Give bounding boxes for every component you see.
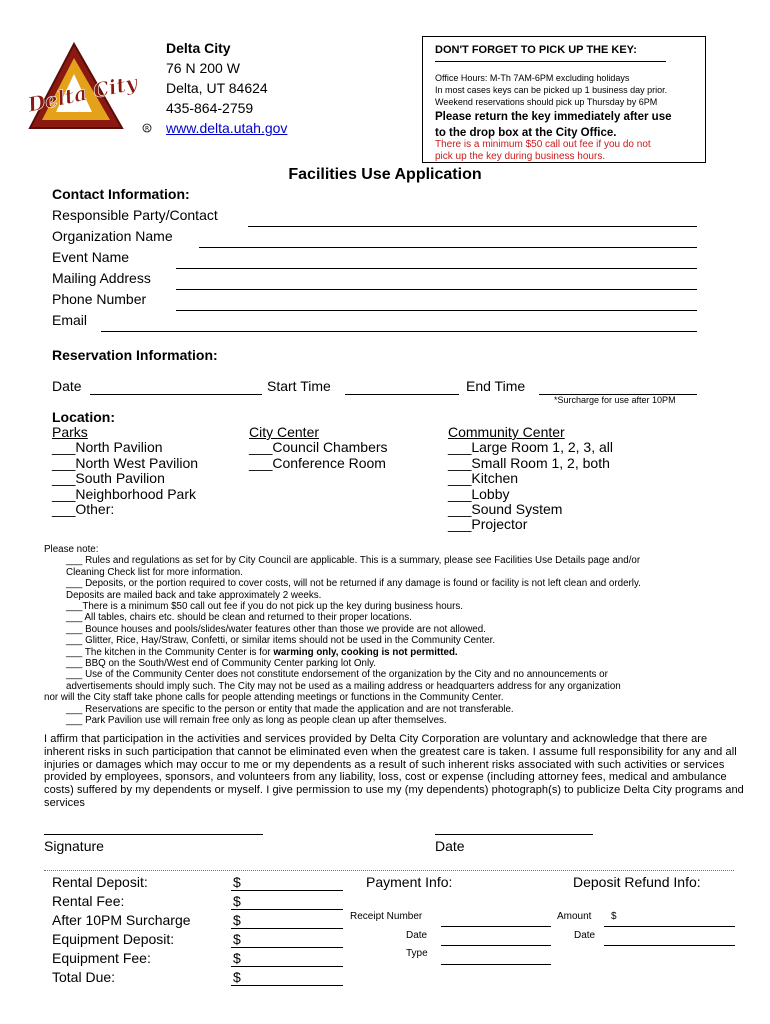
office-hours: Office Hours: M-Th 7AM-6PM excluding holidays <box>435 73 630 83</box>
return-line-1: Please return the key immediately after use <box>435 111 672 123</box>
note-endorsement: ___ Use of the Community Center does not constitute endorsement of the organization by the City and no announcements or <box>66 669 608 681</box>
note-kitchen-text: ___ The kitchen in the Community Center is for <box>66 646 271 658</box>
form-title: Facilities Use Application <box>288 166 482 183</box>
payment-type-label: Type <box>406 948 428 959</box>
payment-date-label: Date <box>406 930 428 941</box>
refund-date-label: Date <box>574 930 596 941</box>
dollar-sign: $ <box>233 969 241 985</box>
phone-number-field[interactable] <box>176 310 697 311</box>
dollar-sign: $ <box>233 931 241 947</box>
affirmation-paragraph: I affirm that participation in the activities and services provided by Delta City Corporation are voluntary and acknowledge that there are inherent risks in such participation that cannot be eliminated even when the greatest care is taken. I assume full responsibility for any and all injuries or damages which may occur to me or my dependents as a result of such inherent risks associated with such activities or services provided by employees, sponsors, and volunteers from any liability, loss, cost or expense (including attorney fees, medical and ambulance costs) suffered by my dependents or myself. I give permission to use my (my dependents) photograph(s) to publicize Delta City programs and services <box>44 733 744 809</box>
note-callout-fee: ___There is a minimum $50 call out fee if you do not pick up the key during business hours. <box>66 601 463 613</box>
svg-text:R: R <box>145 125 150 133</box>
deposit-refund-heading: Deposit Refund Info: <box>573 874 701 890</box>
dollar-sign: $ <box>233 912 241 928</box>
refund-amount-field[interactable] <box>604 926 735 927</box>
surcharge-label: After 10PM Surcharge <box>52 912 191 928</box>
equipment-fee-label: Equipment Fee: <box>52 950 151 966</box>
signature-field[interactable] <box>44 834 263 835</box>
pickup-note: In most cases keys can be picked up 1 business day prior. <box>435 85 668 95</box>
receipt-number-label: Receipt Number <box>350 911 423 922</box>
note-rules: ___ Rules and regulations as set for by City Council are applicable. This is a summary, please see Facilities Use Details page and/or <box>66 555 641 567</box>
option-neighborhood-park[interactable]: ___Neighborhood Park <box>52 485 196 502</box>
event-name-field[interactable] <box>176 268 697 269</box>
payment-date-field[interactable] <box>441 945 551 946</box>
fee-labels <box>52 873 191 987</box>
refund-date-field[interactable] <box>604 945 735 946</box>
refund-dollar-sign: $ <box>611 911 617 922</box>
end-time-label: End Time <box>466 378 526 394</box>
signature-date-label: Date <box>435 838 465 854</box>
reservation-heading: Reservation Information: <box>52 347 218 363</box>
city-phone: 435-864-2759 <box>166 100 254 116</box>
mailing-address-field[interactable] <box>176 289 697 290</box>
city-center-heading: City Center <box>249 424 320 440</box>
please-note-section <box>44 544 744 727</box>
key-pickup-notice <box>422 36 706 163</box>
city-website-link[interactable]: www.delta.utah.gov <box>166 120 288 136</box>
dollar-sign: $ <box>233 874 241 890</box>
note-endorsement-cont2: nor will the City staff take phone calls for people attending meetings or functions in the Community Center. <box>44 692 504 704</box>
event-name-label: Event Name <box>52 249 130 265</box>
receipt-number-field[interactable] <box>441 926 551 927</box>
organization-name-field[interactable] <box>199 247 697 248</box>
key-notice-schedule <box>435 72 667 108</box>
payment-type-field[interactable] <box>441 964 551 965</box>
option-other[interactable]: ___Other: <box>52 501 115 518</box>
city-name: Delta City <box>166 40 231 56</box>
note-bounce-houses: ___ Bounce houses and pools/slides/water features other than those we provide are not allowed. <box>66 623 486 635</box>
note-park-pavilion: ___ Park Pavilion use will remain free only as long as people clean up after themselves. <box>66 715 447 727</box>
dollar-sign: $ <box>233 893 241 909</box>
phone-number-label: Phone Number <box>52 291 147 307</box>
call-out-fee-warning <box>435 139 651 163</box>
rental-fee-field[interactable] <box>231 909 343 910</box>
note-reservations: ___ Reservations are specific to the person or entity that made the application and are not transferable. <box>66 703 514 715</box>
address-line-2: Delta, UT 84624 <box>166 80 268 96</box>
parks-heading: Parks <box>52 424 88 440</box>
note-tables-chairs: ___ All tables, chairs etc. should be clean and returned to their proper locations. <box>66 612 412 624</box>
option-projector[interactable]: ___Projector <box>448 516 528 533</box>
return-line-2: to the drop box at the City Office. <box>435 127 617 139</box>
surcharge-note: *Surcharge for use after 10PM <box>554 395 676 405</box>
note-deposits-cont: Deposits are mailed back and take approximately 2 weeks. <box>66 589 322 601</box>
logo-wordmark: Delta City <box>26 70 140 117</box>
notes-heading: Please note: <box>44 544 99 555</box>
community-center-heading: Community Center <box>448 424 565 440</box>
office-use-divider <box>44 870 734 871</box>
total-due-label: Total Due: <box>52 969 116 985</box>
option-large-room[interactable]: ___Large Room 1, 2, 3, all <box>448 439 613 456</box>
note-endorsement-cont: advertisements should imply such. The City may not be used as a mailing address or headquarters address for any organization <box>66 680 621 692</box>
weekend-note: Weekend reservations should pick up Thursday by 6PM <box>435 97 658 107</box>
surcharge-field[interactable] <box>231 928 343 929</box>
date-label: Date <box>52 378 82 394</box>
note-kitchen-bold: warming only, cooking is not permitted. <box>273 646 458 658</box>
address-line-1: 76 N 200 W <box>166 60 240 76</box>
mailing-address-label: Mailing Address <box>52 270 151 286</box>
option-lobby[interactable]: ___Lobby <box>448 485 510 502</box>
refund-amount-label: Amount <box>557 911 592 922</box>
equipment-deposit-label: Equipment Deposit: <box>52 931 175 947</box>
location-heading: Location: <box>52 409 115 425</box>
option-council-chambers[interactable]: ___Council Chambers <box>249 439 388 456</box>
note-rules-cont: Cleaning Check list for more information. <box>66 566 243 578</box>
start-time-label: Start Time <box>267 378 331 394</box>
total-due-field[interactable] <box>231 985 343 986</box>
option-small-room[interactable]: ___Small Room 1, 2, both <box>448 454 610 471</box>
fee-line-1: There is a minimum $50 call out fee if you do not <box>435 139 651 150</box>
organization-name-label: Organization Name <box>52 228 173 244</box>
fee-line-2: pick up the key during business hours. <box>435 151 606 162</box>
option-conference-room[interactable]: ___Conference Room <box>249 454 386 471</box>
key-notice-title: DON'T FORGET TO PICK UP THE KEY: <box>435 44 637 56</box>
rental-deposit-field[interactable] <box>231 890 343 891</box>
note-kitchen <box>66 647 744 658</box>
contact-heading: Contact Information: <box>52 186 190 202</box>
responsible-party-label: Responsible Party/Contact <box>52 207 218 223</box>
signature-label: Signature <box>44 838 104 854</box>
community-center-column <box>448 425 613 533</box>
delta-city-logo <box>26 40 156 135</box>
note-bbq: ___ BBQ on the South/West end of Community Center parking lot Only. <box>66 658 377 670</box>
email-label: Email <box>52 312 88 328</box>
city-address-block <box>166 38 287 138</box>
rental-fee-label: Rental Fee: <box>52 893 125 909</box>
start-time-field[interactable] <box>345 394 459 395</box>
note-deposits: ___ Deposits, or the portion required to cover costs, will not be returned if any damage is found or facility is not left clean and orderly. <box>66 578 641 590</box>
signature-date-field[interactable] <box>435 834 593 835</box>
email-field[interactable] <box>101 331 697 332</box>
key-return-instructions <box>435 109 672 141</box>
option-north-west-pavilion[interactable]: ___North West Pavilion <box>52 454 199 471</box>
option-north-pavilion[interactable]: ___North Pavilion <box>52 439 163 456</box>
option-kitchen[interactable]: ___Kitchen <box>448 470 519 487</box>
dollar-sign: $ <box>233 950 241 966</box>
parks-column <box>52 425 198 517</box>
equipment-deposit-field[interactable] <box>231 947 343 948</box>
option-sound-system[interactable]: ___Sound System <box>448 501 563 518</box>
payment-info-heading: Payment Info: <box>366 874 453 890</box>
rental-deposit-label: Rental Deposit: <box>52 874 148 890</box>
note-glitter: ___ Glitter, Rice, Hay/Straw, Confetti, or similar items should not be used in the Community Center. <box>66 635 496 647</box>
date-field[interactable] <box>90 394 262 395</box>
responsible-party-field[interactable] <box>248 226 697 227</box>
equipment-fee-field[interactable] <box>231 966 343 967</box>
city-center-column <box>249 425 388 471</box>
option-south-pavilion[interactable]: ___South Pavilion <box>52 470 165 487</box>
